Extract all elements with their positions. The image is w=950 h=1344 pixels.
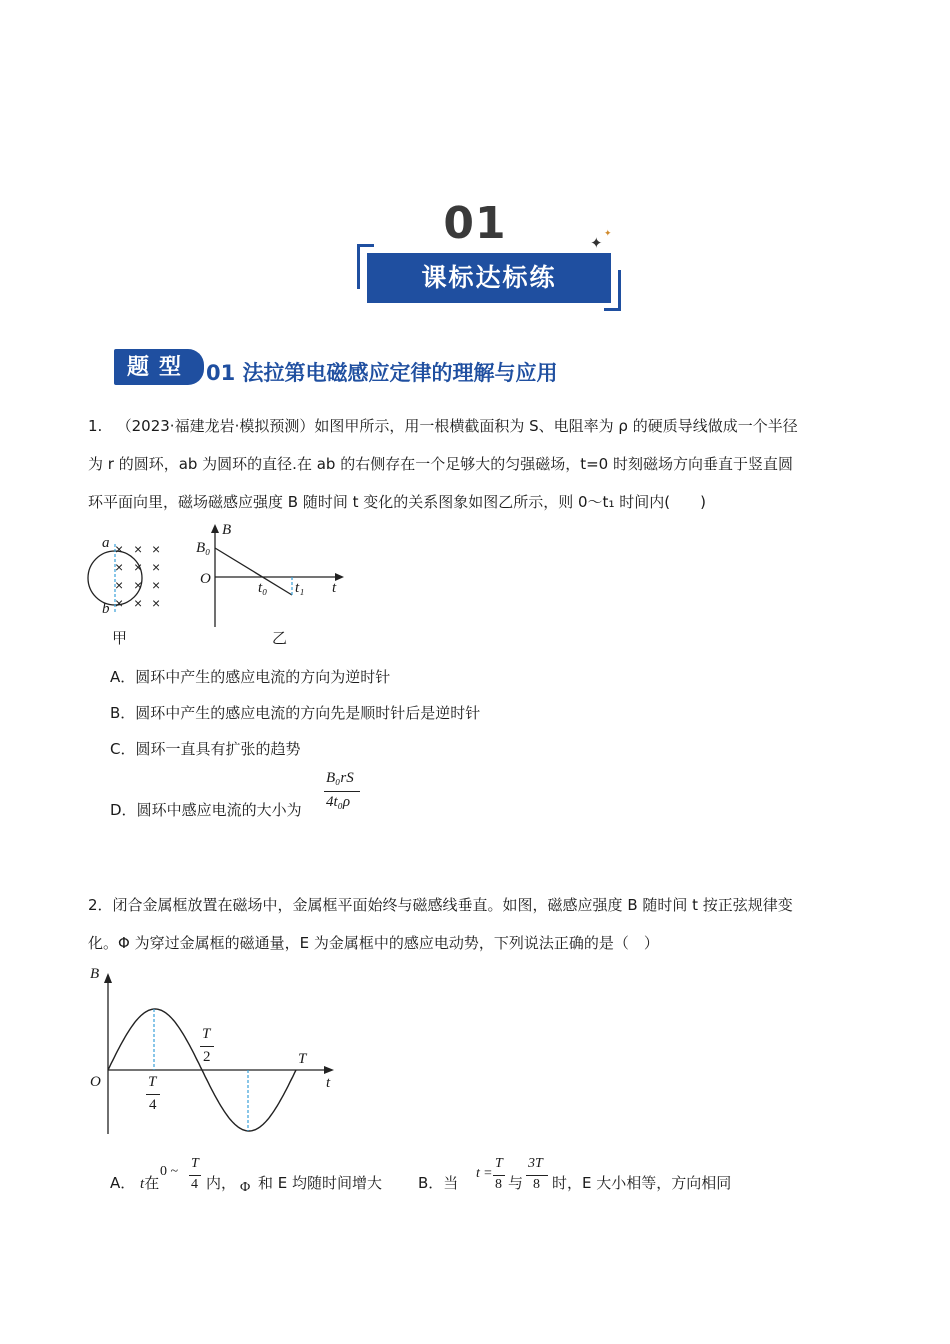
sine-axis-y: B [90, 966, 100, 982]
option-key: C． [110, 740, 136, 758]
type-tag: 题型 [114, 349, 204, 385]
option-text: 圆环中产生的感应电流的方向先是顺时针后是逆时针 [135, 704, 481, 722]
section-title: 01 法拉第电磁感应定律的理解与应用 [206, 361, 558, 385]
field-mark: × [134, 577, 143, 593]
a-mid: 内， [206, 1174, 237, 1192]
sine-quarter-bar [146, 1094, 160, 1095]
y-axis-arrow [211, 524, 219, 533]
q2-text-1: 闭合金属框放置在磁场中，金属框平面始终与磁感线垂直。如图，磁感应强度 B 随时间 t 按正弦规律变 [112, 896, 793, 914]
graph-axis-y: B [222, 522, 232, 538]
q2-option-b[interactable] [418, 1172, 458, 1193]
word-in: 在 [144, 1174, 160, 1192]
label-a: a [102, 535, 110, 551]
q1-figure-ring [80, 532, 180, 650]
sine-quarter-num: T [148, 1074, 157, 1090]
zero-tilde: 0 ~ [160, 1164, 179, 1179]
q1-line3: 环平面向里，磁场磁感应强度 B 随时间 t 变化的关系图象如图乙所示，则 0～t₁ 时间内( ) [88, 493, 706, 511]
a-frac-den: 4 [191, 1177, 198, 1192]
field-mark: × [134, 559, 143, 575]
sine-axis-x: t [326, 1075, 331, 1091]
field-marks [115, 541, 160, 611]
q2-number: 2． [88, 896, 113, 914]
graph-b0: B₀ [196, 540, 211, 556]
q2-option-a[interactable] [110, 1172, 159, 1193]
sine-origin: O [90, 1074, 101, 1090]
fig-b-caption: 乙 [272, 629, 288, 647]
q1-option-d[interactable] [110, 799, 302, 820]
graph-axis-x: t [332, 580, 337, 596]
fig-a-caption: 甲 [112, 629, 128, 647]
field-mark: × [115, 577, 124, 593]
field-mark: × [152, 559, 161, 575]
label-b: b [102, 601, 110, 617]
q2-sine-graph [90, 968, 350, 1140]
q1-d-fraction-bar [324, 791, 360, 792]
graph-origin: O [200, 571, 211, 587]
option-text: 圆环中感应电流的大小为 [136, 801, 302, 819]
q1-source: （2023·福建龙岩·模拟预测） [116, 417, 315, 435]
a-frac-num: T [191, 1156, 199, 1171]
option-key: A． [110, 668, 136, 686]
b-f2-num: 3T [528, 1156, 543, 1171]
q2-line2: 化。Φ 为穿过金属框的磁通量，E 为金属框中的感应电动势，下列说法正确的是（ ） [88, 934, 659, 952]
a-frac-bar [189, 1175, 201, 1176]
q1-d-fraction-num: B₀rS [326, 770, 354, 786]
b-eq: = [484, 1166, 492, 1181]
field-mark: × [134, 541, 143, 557]
q1-text-1: 如图甲所示，用一根横截面积为 S、电阻率为 ρ 的硬质导线做成一个半径 [314, 417, 798, 435]
q1-option-c[interactable] [110, 738, 301, 759]
sine-half-den: 2 [203, 1049, 211, 1065]
field-mark: × [115, 559, 124, 575]
q1-number: 1. [88, 417, 103, 435]
word-when: 当 [443, 1174, 459, 1192]
b-var-t: t [476, 1166, 480, 1181]
sine-half-bar [200, 1046, 214, 1047]
sine-half-num: T [202, 1026, 211, 1042]
b-rest: 时，E 大小相等，方向相同 [552, 1174, 732, 1192]
b-f2-bar [526, 1175, 548, 1176]
option-key: B． [418, 1174, 444, 1192]
option-key: B． [110, 704, 136, 722]
sparkle-icon: ✦ [590, 234, 603, 252]
field-mark: × [152, 541, 161, 557]
sine-quarter-den: 4 [149, 1097, 157, 1113]
q1-line1 [88, 407, 868, 445]
field-mark: × [115, 541, 124, 557]
banner-title: 课标达标练 [421, 263, 557, 292]
b-line [215, 548, 292, 595]
field-mark: × [152, 577, 161, 593]
field-mark: × [152, 595, 161, 611]
b-and: 与 [508, 1174, 524, 1192]
q1-figure-graph [190, 522, 350, 632]
y-axis-arrow [104, 973, 112, 983]
q2-line1 [88, 886, 868, 924]
graph-t0: t₀ [258, 580, 268, 596]
sparkle-small-icon: ✦ [604, 229, 612, 239]
field-mark: × [115, 595, 124, 611]
var-t: t [140, 1176, 145, 1192]
q1-option-b[interactable] [110, 702, 480, 723]
q2-options-row [110, 1158, 870, 1202]
option-key: A． [110, 1174, 136, 1192]
x-axis-arrow [324, 1066, 334, 1074]
b-f1-den: 8 [495, 1177, 502, 1192]
option-key: D． [110, 801, 137, 819]
q1-line2: 为 r 的圆环，ab 为圆环的直径.在 ab 的右侧存在一个足够大的匀强磁场，t=0 时刻磁场方向垂直于竖直圆 [88, 455, 793, 473]
graph-t1: t₁ [295, 580, 305, 596]
sine-period: T [298, 1051, 307, 1067]
section-number: 01 [443, 198, 507, 249]
x-axis-arrow [335, 573, 344, 581]
q1-option-a[interactable] [110, 666, 390, 687]
b-f1-bar [493, 1175, 505, 1176]
b-f2-den: 8 [533, 1177, 540, 1192]
b-f1-num: T [495, 1156, 503, 1171]
option-text: 圆环一直具有扩张的趋势 [135, 740, 301, 758]
a-rest: 和 E 均随时间增大 [258, 1174, 383, 1192]
field-mark: × [134, 595, 143, 611]
q1-d-fraction-den: 4t₀ρ [326, 794, 351, 810]
option-text: 圆环中产生的感应电流的方向为逆时针 [135, 668, 391, 686]
phi-symbol: Φ [240, 1180, 251, 1195]
